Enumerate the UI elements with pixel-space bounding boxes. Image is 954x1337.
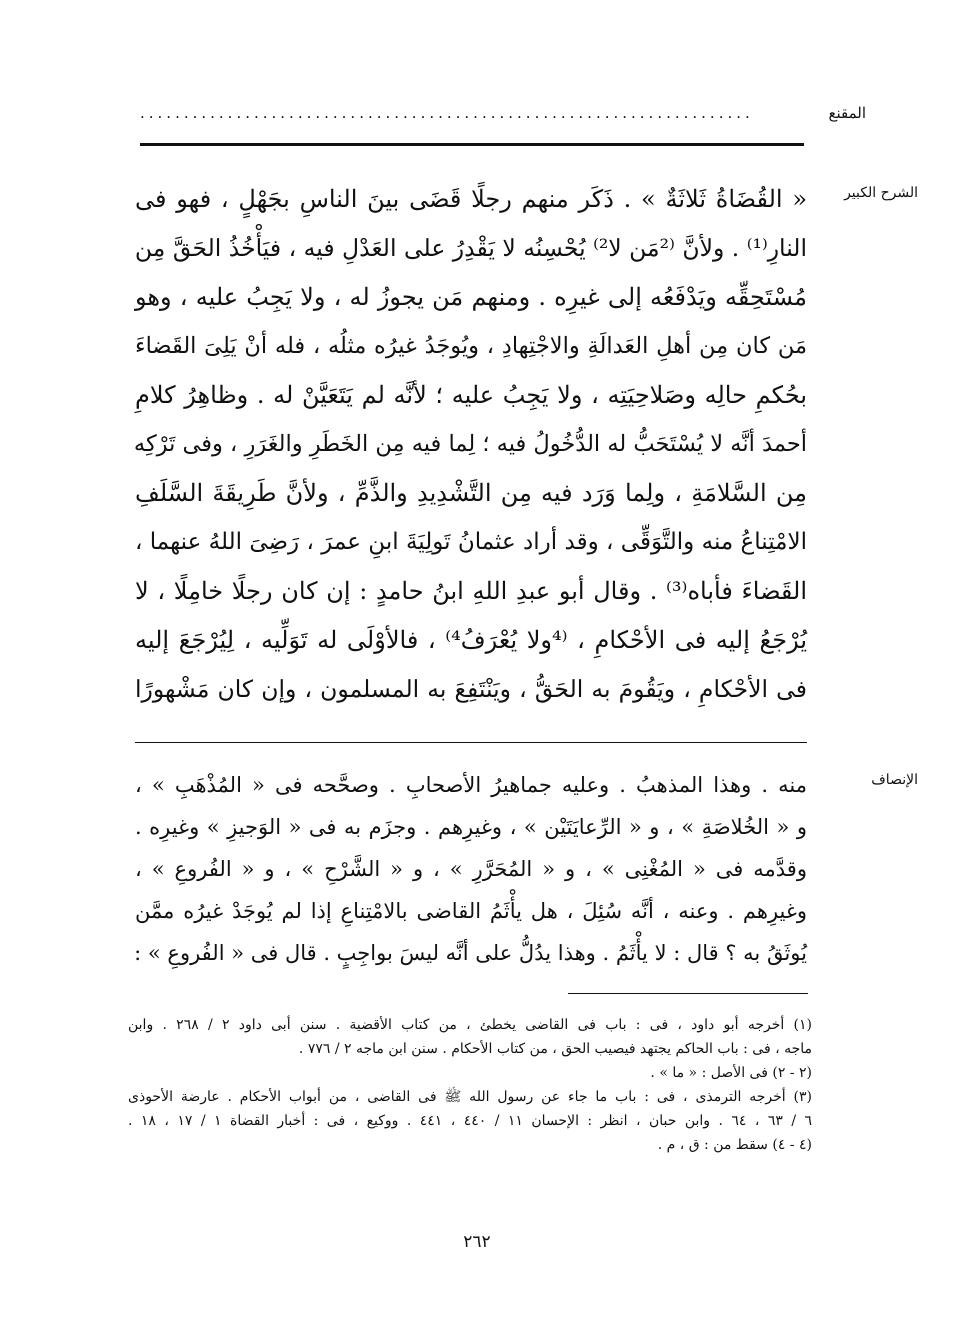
- insaf-line: وغيرِهم . وعنه ، أنَّه سُئِلَ ، هل يأْثَمُ القاضى بالامْتِناعِ إذا لم يُوجَدْ غيرُه ممَّن: [135, 899, 807, 923]
- sharh-text-block: [135, 175, 807, 714]
- sharh-line: فى الأحْكامِ ، ويَقُومَ به الحَقُّ ، ويَنْتَفِعَ به المسلمون ، وإن كان مَشْهورًا: [135, 675, 807, 703]
- footnote-line: ٦ / ٦٣ ، ٦٤ . وابن حبان ، انظر : الإحسان ١١ / ٤٤٠ ، ٤٤١ . ووكيع ، فى : أخبار القضاة ١ / ١٧ ، ١٨ .: [128, 1113, 813, 1129]
- sharh-line: القَضاءَ فأباه⁽³⁾ . وقال أبو عبدِ اللهِ ابنُ حامدٍ : إن كان رجلًا خامِلًا ، لا: [135, 577, 807, 605]
- footnotes: [128, 1013, 812, 1157]
- sharh-line: النارِ⁽¹⁾ . ولأنَّ ⁽²مَن لا²⁾ يُحْسِنُه لا يَقْدِرُ على العَدْلِ فيه ، فيَأْخُذُ الحَقَّ مِن: [134, 234, 807, 262]
- footnote-rule: [568, 993, 808, 994]
- sharh-line: مُسْتَحِقِّه ويَدْفَعُه إلى غيرِه . ومنهم مَن يجوزُ له ، ولا يَجِبُ عليه ، وهو: [135, 283, 807, 311]
- insaf-line: يُوثَقُ به ؟ قال : لا يأْثَمُ . وهذا يدُلُّ على أنَّه ليسَ بواجِبٍ . قال فى « الفُروعِ » :: [134, 941, 807, 965]
- footnote-line: (٤ - ٤) سقط من : ق ، م .: [657, 1137, 812, 1153]
- sharh-line: « القُضَاةُ ثَلاثَةٌ » . ذَكَر منهم رجلًا قَضَى بينَ الناسِ بجَهْلٍ ، فهو فى: [135, 185, 807, 213]
- sharh-line: مَن كان مِن أهلِ العَدالَةِ والاجْتِهادِ ، ويُوجَدُ غيرُه مثلُه ، فله أنْ يَلِىَ القَضاءَ: [135, 333, 807, 359]
- insaf-line: منه . وهذا المذهبُ . وعليه جماهيرُ الأصحابِ . وصحَّحه فى « المُذْهَبِ » ،: [135, 773, 807, 797]
- insaf-line: وقدَّمه فى « المُغْنِى » ، و « المُحَرَّرِ » ، و « الشَّرْحِ » ، و « الفُروعِ » ،: [135, 857, 807, 881]
- sharh-line: الامْتِناعُ منه والتَّوَقِّى ، وقد أراد عثمانُ تَولِيَةَ ابنِ عمرَ ، رَضِىَ اللهُ عنهما ،: [135, 529, 807, 555]
- page-number: ٢٦٢: [463, 1232, 491, 1252]
- footnote-line: (٣) أخرجه الترمذى ، فى : باب ما جاء عن رسول الله ﷺ فى القاضى ، من أبواب الأحكام . عارضة الأحوذى: [128, 1089, 812, 1105]
- running-header-title: المقنع: [828, 104, 866, 122]
- header-dot-leader: ......................................................................: [140, 104, 754, 122]
- sharh-line: يُرْجَعُ إليه فى الأحْكامِ ، ⁽⁴ولا يُعْرَفُ⁴⁾ ، فالأوْلَى له تَوَلِّيه ، لِيُرْجَعَ إليه: [135, 626, 808, 654]
- footnote-line: ماجه ، فى : باب الحاكم يجتهد فيصيب الحق ، من كتاب الأحكام . سنن ابن ماجه ٢ / ٧٧٦ .: [298, 1041, 812, 1057]
- header-rule: [140, 143, 804, 146]
- insaf-line: و « الخُلاصَةِ » ، و « الرِّعايَتَيْن » ، وغيرِهم . وجزَم به فى « الوَجيزِ » وغيرِه .: [135, 815, 807, 839]
- footnote-line: (٢ - ٢) فى الأصل : « ما » .: [650, 1065, 812, 1081]
- sharh-line: أحمدَ أنَّه لا يُسْتَحَبُّ له الدُّخُولُ فيه ؛ لِما فيه مِن الخَطَرِ والغَرَرِ ، وفى تَرْكِه: [133, 431, 807, 457]
- section-label-insaf: الإنصاف: [871, 772, 918, 788]
- sharh-line: مِن السَّلامَةِ ، ولِما وَرَد فيه مِن التَّشْدِيدِ والذَّمِّ ، ولأنَّ طَرِيقَةَ السَّلَفِ: [135, 479, 807, 507]
- insaf-text-block: [135, 764, 807, 974]
- section-label-sharh: الشرح الكبير: [844, 185, 918, 201]
- footnote-line: (١) أخرجه أبو داود ، فى : باب فى القاضى يخطئ ، من كتاب الأقضية . سنن أبى داود ٢ / ٢٦٨ . وابن: [128, 1017, 812, 1033]
- section-separator-rule: [135, 742, 807, 743]
- sharh-line: بحُكمِ حالِه وصَلاحِيَتِه ، ولا يَجِبُ عليه ؛ لأنَّه لم يَتَعَيَّنْ له . وظاهِرُ كلامِ: [135, 381, 807, 409]
